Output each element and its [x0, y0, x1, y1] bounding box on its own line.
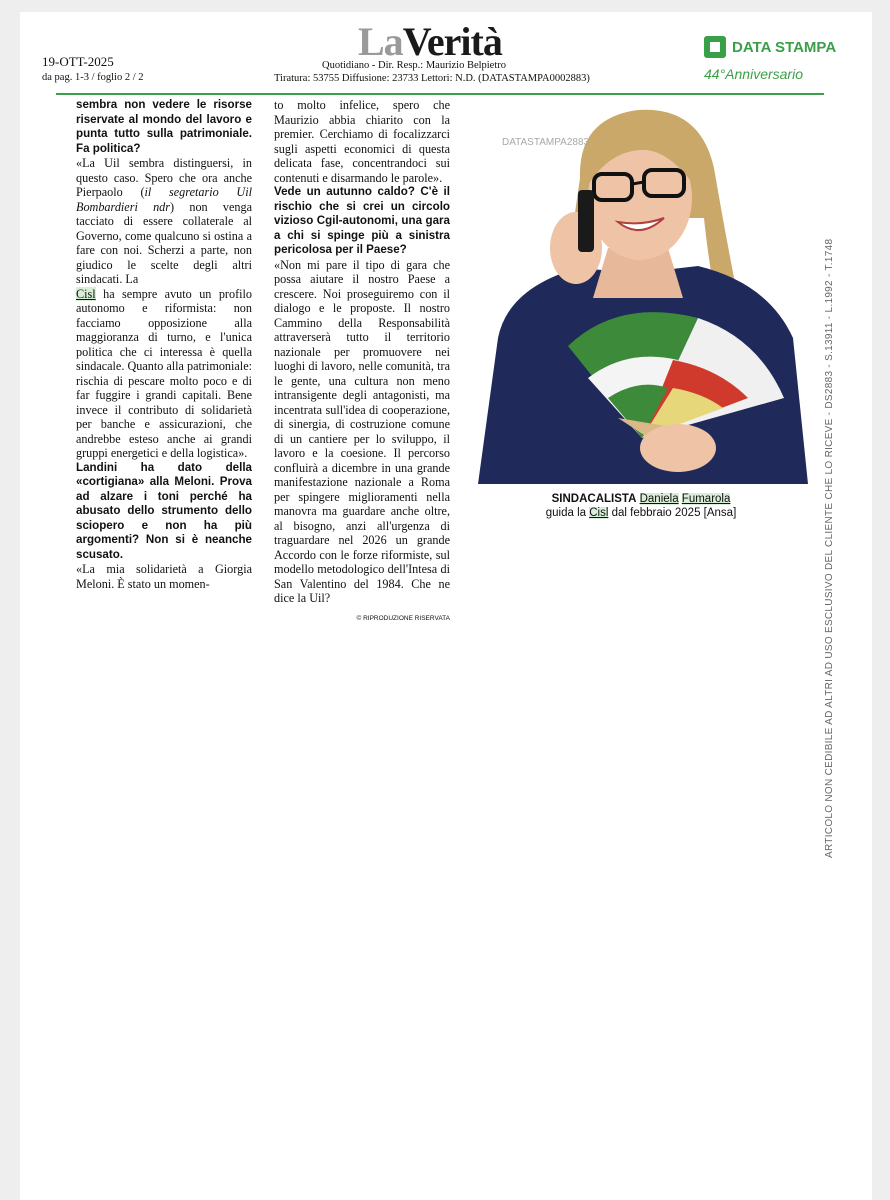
masthead-verita: Verità [402, 19, 502, 64]
answer-text: ha sempre avuto un profilo autonomo e riformista: non facciamo opposizione alla maggioranza di turno, e l'unica politica che ci interessa è quella sindacale. Quanto alla patrimoniale: rischia di pescare molto poco e di far fuggire i grandi capitali. Bene invece il contributo di solidarietà per banche e assicurazioni, che andrebbe esteso anche ai grandi gruppi energetici e della logistica». [76, 286, 252, 460]
caption-last-name: Fumarola [681, 493, 731, 505]
photo-daniela-fumarola [468, 98, 814, 484]
article-column-2 [274, 98, 450, 626]
datastampa-logo [704, 36, 836, 58]
publication-date: 19-OTT-2025 [42, 54, 114, 69]
answer-text: ) non venga tacciato di essere collaterale al Governo, come qualcuno si ostina a fare con noi. Scherzi a parte, non giudico le scelte degli altri sindacati. La [76, 199, 252, 286]
photo-fan-hand [640, 424, 716, 472]
interview-question: Landini ha dato della «cortigiana» alla Meloni. Prova ad alzare i toni perché ha abusato dello strumento dello sciopero e non ha più argomenti? Non si è neanche scusato. [76, 460, 252, 561]
interview-answer: «Non mi pare il tipo di gara che possa aiutare il nostro Paese a crescere. Noi proseguiremo con il dialogo e le proposte. Il nostro Cammino della Responsabilità attraverserà tutto il territorio nazionale per promuovere nei luoghi di lavoro, nelle comunità, tra le gente, una cultura non meno intransigente degli antagonisti, ma incentrata sull'idea di cooperazione, di sinergia, di costruzione comune di un cantiere per lo sviluppo, il lavoro e la coesione. Il percorso confluirà a dicembre in una grande manifestazione nazionale a Roma per spingere miglioramenti nella manovra ma guardare anche oltre, al bisogno, anzi all'urgenza di traguardare nel 2026 un grande Accordo con le forze riformiste, sul modello metodologico dell'Intesa di San Valentino del 1984. Che ne dice la Uil? [274, 257, 450, 605]
document-page [20, 12, 872, 1200]
datastampa-square-icon [704, 36, 726, 58]
caption-line-2 [468, 506, 814, 520]
interview-answer: «La mia solidarietà a Giorgia Meloni. È stato un momen- [76, 562, 252, 591]
page-reference: da pag. 1-3 / foglio 2 / 2 [42, 72, 144, 83]
caption-text-after: dal febbraio 2025 [Ansa] [608, 507, 737, 519]
circulation-stats: Tiratura: 53755 Diffusione: 23733 Lettori: N.D. (DATASTAMPA0002883) [274, 73, 590, 84]
highlight-cisl: Cisl [76, 286, 96, 301]
answer-text: «La Uil sembra distinguersi, in questo caso. Spero che ora anche Pierpaolo ( [76, 156, 252, 199]
interview-question: Vede un autunno caldo? C'è il rischio che si crei un circolo vizioso Cgil-autonomi, una gara a chi si spinge più a sinistra pericolosa per il Paese? [274, 185, 450, 256]
caption-cisl: Cisl [589, 507, 609, 519]
datastampa-watermark: DATASTAMPA2883 [502, 137, 590, 148]
masthead-la: La [358, 19, 403, 64]
side-copyright-note: ARTICOLO NON CEDIBILE AD ALTRI AD USO ESCLUSIVO DEL CLIENTE CHE LO RICEVE - DS2883 - S.13911 - L.1992 - T.1748 [824, 238, 835, 858]
interview-answer [76, 156, 252, 287]
caption-text-before: guida la [545, 507, 590, 519]
caption-first-name: Daniela [639, 493, 679, 505]
caption-label: SINDACALISTA [551, 493, 637, 505]
newspaper-masthead [358, 20, 502, 64]
photo-phone-hand [550, 212, 602, 284]
datastampa-anniversary: 44°Anniversario [704, 66, 803, 82]
publication-line: Quotidiano - Dir. Resp.: Maurizio Belpietro [322, 60, 507, 71]
interview-answer [76, 287, 252, 461]
interview-question: sembra non vedere le risorse riservate al mondo del lavoro e punta tutto sulla patrimoniale. Fa politica? [76, 98, 252, 155]
header-divider [56, 93, 824, 95]
article-column-1 [76, 98, 252, 591]
copyright-notice: © RIPRODUZIONE RISERVATA [356, 614, 450, 622]
datastampa-logo-text: DATA STAMPA [732, 38, 837, 56]
interview-answer: to molto infelice, spero che Maurizio abbia chiarito con la premier. Cerchiamo di focalizzarci sugli aspetti economici di questa delicata fase, concentrandoci sui contenuti e disarmando le parole». [274, 98, 450, 185]
caption-line-1 [468, 492, 814, 506]
photo-caption [468, 492, 814, 520]
photo-phone-icon [578, 190, 594, 252]
answer-italic-note: il segretario Uil Bombardieri ndr [76, 185, 252, 214]
